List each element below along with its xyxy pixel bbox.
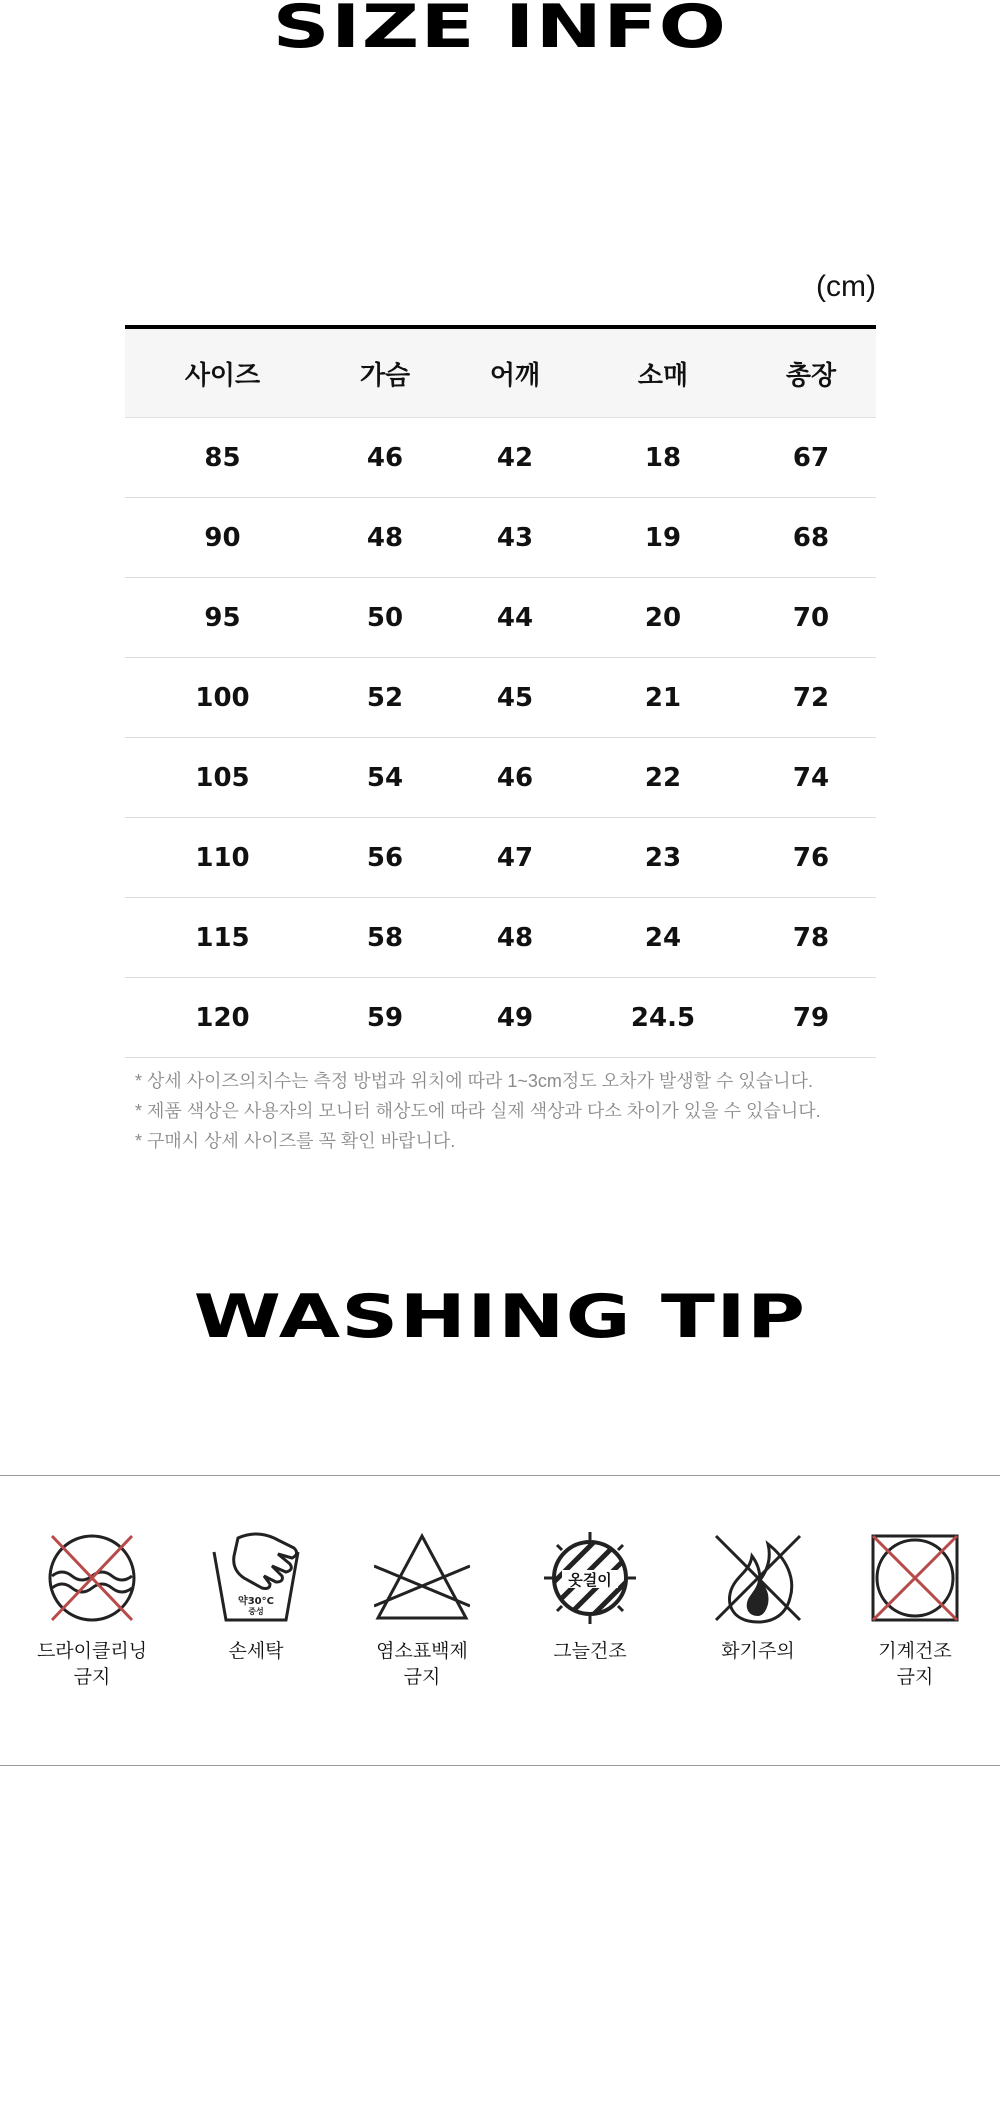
table-cell: 21: [580, 658, 746, 738]
table-cell: 20: [580, 578, 746, 658]
table-cell: 54: [320, 738, 450, 818]
table-cell: 74: [746, 738, 876, 818]
care-label-line1: 손세탁: [228, 1640, 284, 1662]
table-row: [125, 498, 876, 578]
table-row: [125, 418, 876, 498]
no-bleach-icon: [374, 1530, 470, 1626]
table-cell: 100: [125, 658, 320, 738]
table-cell: 22: [580, 738, 746, 818]
table-cell: 48: [450, 898, 580, 978]
table-row: [125, 978, 876, 1058]
table-cell: 49: [450, 978, 580, 1058]
table-row: [125, 658, 876, 738]
table-cell: 120: [125, 978, 320, 1058]
table-cell: 76: [746, 818, 876, 898]
table-cell: 43: [450, 498, 580, 578]
care-label: [12, 1638, 172, 1690]
table-cell: 59: [320, 978, 450, 1058]
table-cell: 19: [580, 498, 746, 578]
table-cell: 68: [746, 498, 876, 578]
table-cell: 46: [320, 418, 450, 498]
care-item-no-tumble-dry: [835, 1530, 995, 1690]
table-row: [125, 898, 876, 978]
table-cell: 52: [320, 658, 450, 738]
table-cell: 44: [450, 578, 580, 658]
care-item-no-bleach: [342, 1530, 502, 1690]
table-cell: 45: [450, 658, 580, 738]
table-cell: 56: [320, 818, 450, 898]
table-row: [125, 738, 876, 818]
table-cell: 23: [580, 818, 746, 898]
table-header-row: [125, 327, 876, 418]
divider-bottom: [0, 1765, 1000, 1766]
table-cell: 85: [125, 418, 320, 498]
care-label-line1: 드라이클리닝: [36, 1640, 148, 1662]
header-sleeve: 소매: [580, 327, 746, 418]
table-cell: 115: [125, 898, 320, 978]
table-cell: 24.5: [580, 978, 746, 1058]
table-cell: 78: [746, 898, 876, 978]
care-label: [835, 1638, 995, 1690]
note-line: * 구매시 상세 사이즈를 꼭 확인 바랍니다.: [135, 1131, 456, 1151]
header-size: 사이즈: [125, 327, 320, 418]
no-dry-clean-icon: [44, 1530, 140, 1626]
table-cell: 48: [320, 498, 450, 578]
washing-tip-title: WASHING TIP: [193, 1282, 807, 1352]
header-chest: 가슴: [320, 327, 450, 418]
care-label: [510, 1638, 670, 1664]
note-line: * 상세 사이즈의치수는 측정 방법과 위치에 따라 1~3cm정도 오차가 발생할 수 있습니다.: [135, 1071, 813, 1091]
table-cell: 24: [580, 898, 746, 978]
hand-wash-detergent: 중성: [248, 1607, 264, 1616]
care-label-line1: 기계건조: [878, 1640, 952, 1662]
care-label: [176, 1638, 336, 1664]
size-table: [125, 325, 876, 1058]
care-item-fire-caution: [678, 1530, 838, 1664]
table-cell: 70: [746, 578, 876, 658]
fire-caution-icon: [710, 1530, 806, 1626]
unit-label: (cm): [816, 270, 876, 303]
divider-top: [0, 1475, 1000, 1476]
table-row: [125, 578, 876, 658]
care-label-line2: 금지: [896, 1666, 934, 1688]
table-cell: 95: [125, 578, 320, 658]
care-label-line1: 염소표백제: [376, 1640, 468, 1662]
table-cell: 18: [580, 418, 746, 498]
table-cell: 50: [320, 578, 450, 658]
care-item-shade-dry: [510, 1530, 670, 1664]
header-length: 총장: [746, 327, 876, 418]
shade-dry-icon: [542, 1530, 638, 1626]
care-label-line2: 금지: [73, 1666, 111, 1688]
table-row: [125, 818, 876, 898]
hand-wash-temp: 약30°C: [238, 1596, 274, 1607]
table-cell: 42: [450, 418, 580, 498]
note-line: * 제품 색상은 사용자의 모니터 해상도에 따라 실제 색상과 다소 차이가 있을 수 있습니다.: [135, 1101, 821, 1121]
table-cell: 79: [746, 978, 876, 1058]
size-notes: [135, 1066, 821, 1156]
table-cell: 58: [320, 898, 450, 978]
table-cell: 110: [125, 818, 320, 898]
table-cell: 90: [125, 498, 320, 578]
table-cell: 46: [450, 738, 580, 818]
care-label: [678, 1638, 838, 1664]
header-shoulder: 어깨: [450, 327, 580, 418]
care-label-line1: 화기주의: [721, 1640, 795, 1662]
table-cell: 105: [125, 738, 320, 818]
care-item-no-dry-clean: [12, 1530, 172, 1690]
shade-dry-inner-label: 옷걸이: [568, 1571, 612, 1589]
care-label-line1: 그늘건조: [553, 1640, 627, 1662]
hand-wash-icon: [208, 1530, 304, 1626]
care-item-hand-wash: [176, 1530, 336, 1664]
table-cell: 67: [746, 418, 876, 498]
care-label: [342, 1638, 502, 1690]
table-cell: 47: [450, 818, 580, 898]
table-cell: 72: [746, 658, 876, 738]
no-tumble-dry-icon: [867, 1530, 963, 1626]
size-info-title: SIZE INFO: [272, 0, 728, 62]
care-label-line2: 금지: [403, 1666, 441, 1688]
